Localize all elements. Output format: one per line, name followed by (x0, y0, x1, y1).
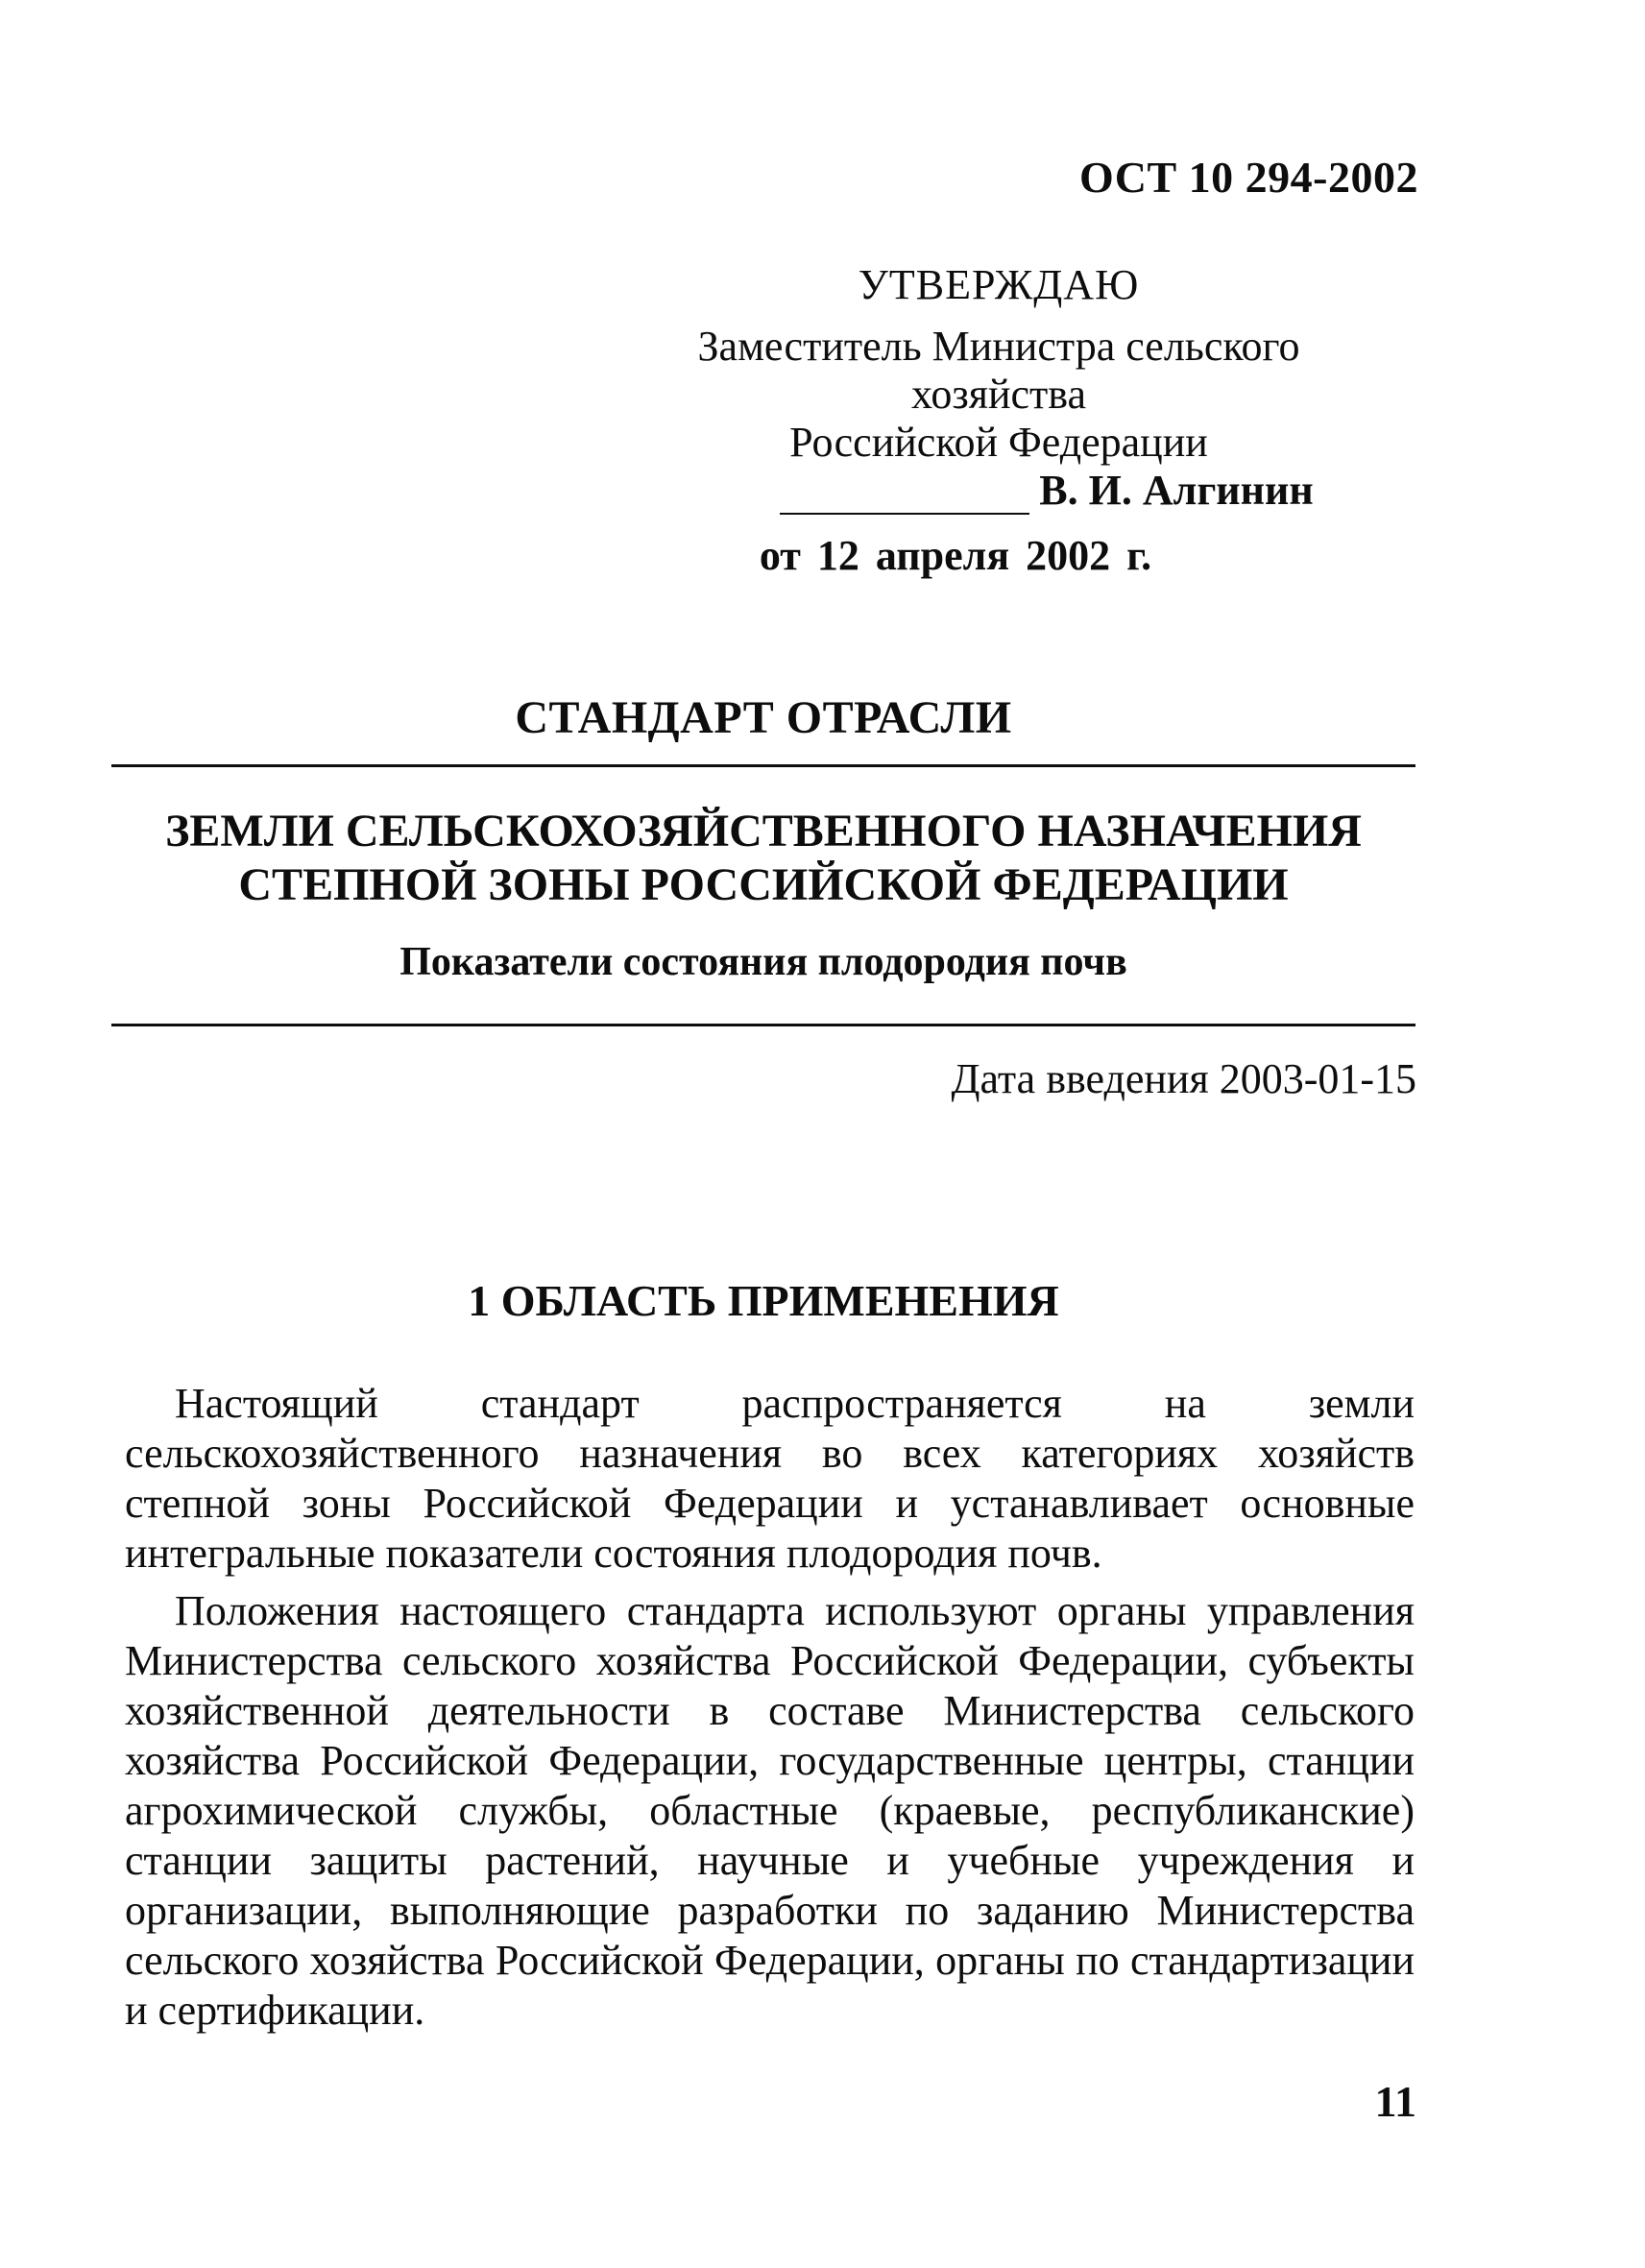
standard-title (111, 805, 1415, 912)
body-paragraph: Положения настоящего стандарта используют органы управления Министерства сельского хозяйства Российской Федерации, субъекты хозяйственной деятельности в составе Министерства сельского хозяйства Российской Федерации, государственные центры, станции агрохимической службы, областные (краевые, республиканские) станции защиты растений, научные и учебные учреждения и организации, выполняющие разработки по заданию Министерства сельского хозяйства Российской Федерации, органы по стандартизации и сертификации. (125, 1587, 1415, 2034)
section-heading: 1 ОБЛАСТЬ ПРИМЕНЕНИЯ (468, 1276, 1059, 1325)
approval-heading: УТВЕРЖДАЮ (858, 261, 1140, 308)
standard-subtitle: Показатели состояния плодородия почв (399, 940, 1127, 984)
document-code: ОСТ 10 294-2002 (1078, 153, 1418, 202)
approval-date: от 12 апреля 2002 г. (759, 532, 1152, 579)
approver-position-line1: Заместитель Министра сельского хозяйства (697, 323, 1300, 418)
approval-block (615, 261, 1383, 580)
effective-date: Дата введения 2003-01-15 (951, 1055, 1416, 1102)
section-body (125, 1379, 1415, 2043)
divider-bottom (111, 1024, 1415, 1026)
signature-blank (780, 474, 1029, 515)
standard-title-line2: СТЕПНОЙ ЗОНЫ РОССИЙСКОЙ ФЕДЕРАЦИИ (238, 859, 1289, 910)
standard-type-heading: СТАНДАРТ ОТРАСЛИ (515, 692, 1012, 743)
standard-title-line1: ЗЕМЛИ СЕЛЬСКОХОЗЯЙСТВЕННОГО НАЗНАЧЕНИЯ (165, 806, 1362, 857)
page-number: 11 (1374, 2077, 1416, 2126)
approver-position-line2: Российской Федерации (789, 419, 1208, 466)
signature-line (711, 467, 1383, 515)
divider-top (111, 764, 1415, 767)
signer-name: В. И. Алгинин (1039, 467, 1314, 514)
body-paragraph: Настоящий стандарт распространяется на земли сельскохозяйственного назначения во всех категориях хозяйств степной зоны Российской Федерации и устанавливает основные интегральные показатели состояния плодородия почв. (125, 1380, 1415, 1577)
